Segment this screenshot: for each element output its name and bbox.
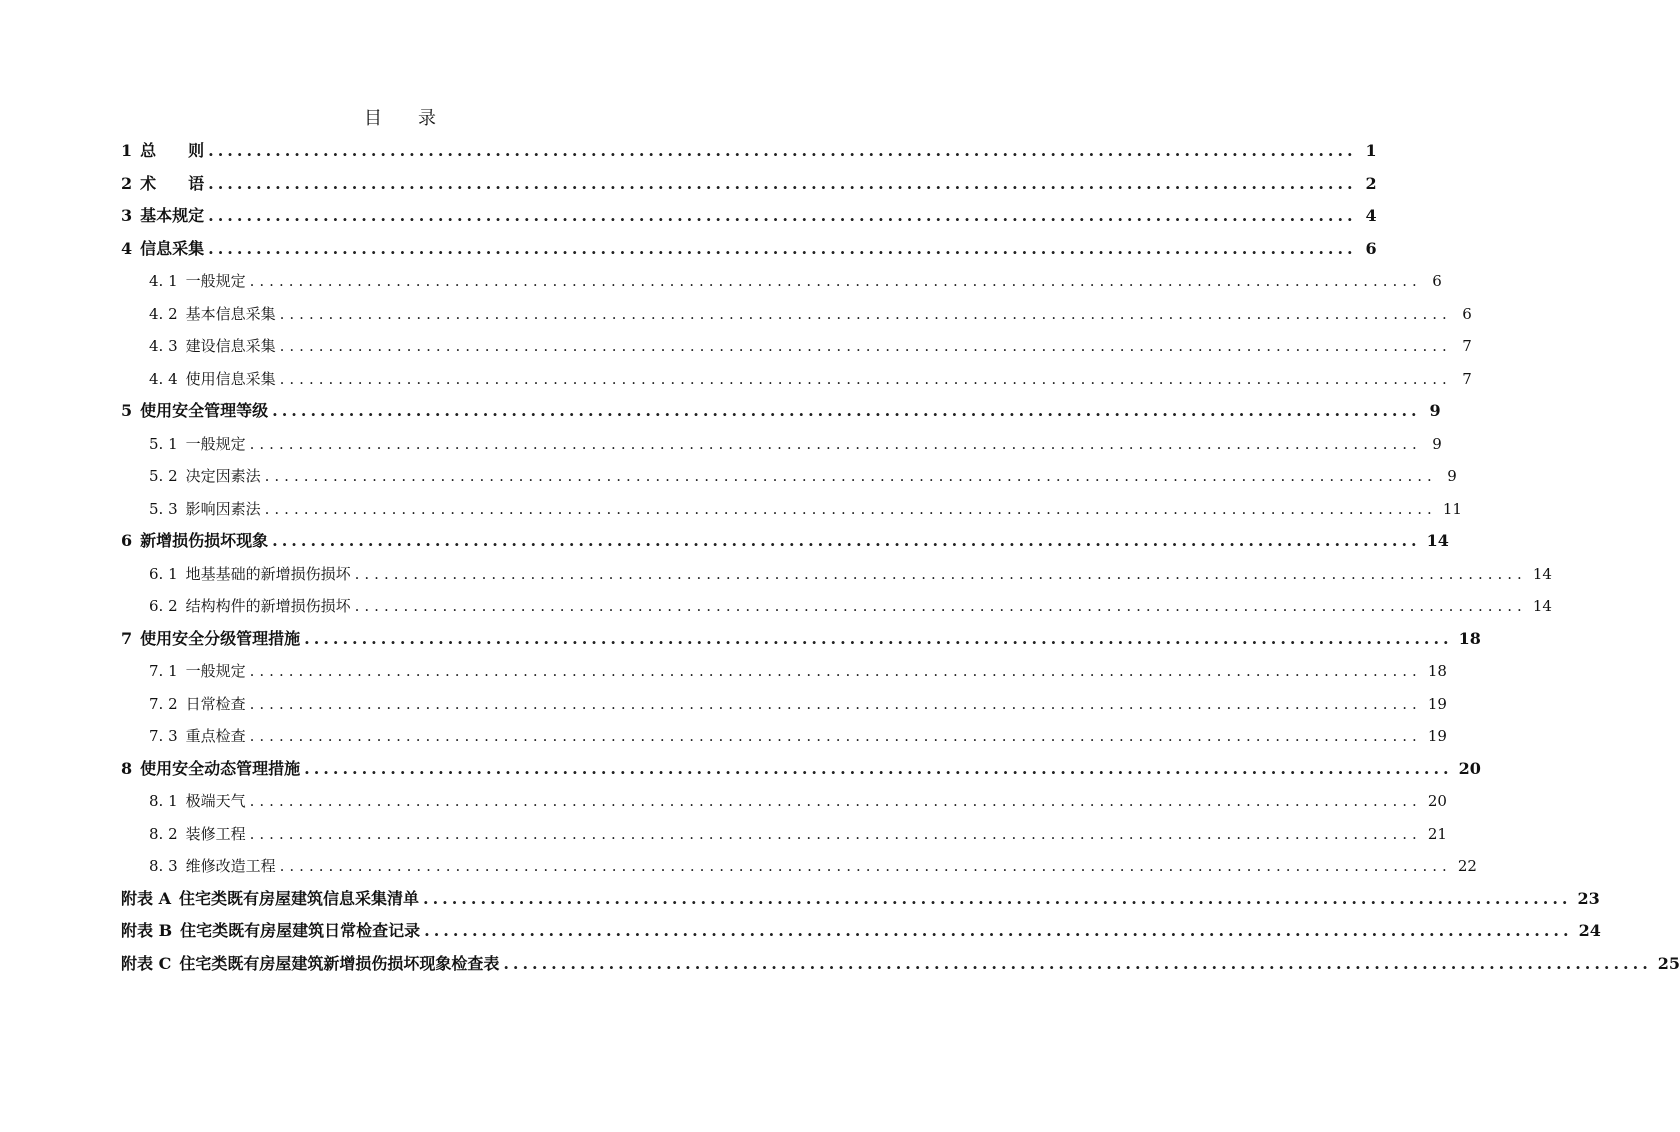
toc-entry-heading xyxy=(149,330,276,363)
toc-entry[interactable] xyxy=(121,785,1447,818)
toc-leader-dots: ........................................................................................................................ xyxy=(424,921,1573,940)
toc-entry-label: 一般规定 xyxy=(185,272,246,290)
toc-entry[interactable] xyxy=(121,460,1457,493)
toc-entry-label: 装修工程 xyxy=(185,824,246,843)
toc-entry-page: 11 xyxy=(1442,499,1462,518)
toc-entry-label: 决定因素法 xyxy=(185,467,261,485)
toc-entry-label: 使用信息采集 xyxy=(185,369,276,388)
toc-entry-page: 7 xyxy=(1462,337,1472,355)
toc-entry-number: 7 xyxy=(121,628,133,648)
toc-entry-page: 9 xyxy=(1429,401,1441,420)
toc-entry-page: 1 xyxy=(1365,141,1377,160)
toc-entry-page: 6 xyxy=(1365,238,1377,258)
toc-entry-heading xyxy=(149,850,276,883)
toc-entry[interactable] xyxy=(121,688,1447,721)
toc-entry-page: 9 xyxy=(1447,467,1457,485)
toc-entry-heading xyxy=(121,948,499,981)
toc-entry[interactable] xyxy=(121,720,1447,753)
toc-entry-heading xyxy=(149,558,351,591)
toc-entry-number: 4. 2 xyxy=(149,304,178,323)
toc-entry-heading xyxy=(149,428,246,461)
toc-entry-page: 25 xyxy=(1657,953,1680,973)
toc-entry[interactable] xyxy=(121,233,1377,266)
toc-leader-dots: ........................................................................................................................ xyxy=(249,727,1422,745)
toc-entry[interactable] xyxy=(121,753,1481,786)
toc-entry-number: 7. 2 xyxy=(149,694,178,713)
toc-entry-page: 9 xyxy=(1432,434,1442,453)
toc-leader-dots: ........................................................................................................................ xyxy=(264,467,1437,485)
toc-leader-dots: ........................................................................................................................ xyxy=(208,238,1357,258)
toc-entry-heading xyxy=(121,623,300,656)
toc-entry-label: 重点检查 xyxy=(185,727,246,745)
toc-entry[interactable] xyxy=(121,850,1477,883)
toc-leader-dots: ........................................................................................................................ xyxy=(249,694,1422,713)
toc-leader-dots: ........................................................................................................................ xyxy=(264,499,1437,518)
toc-entry-number: 3 xyxy=(121,206,133,225)
toc-leader-dots: ........................................................................................................................ xyxy=(249,434,1422,453)
toc-entry[interactable] xyxy=(121,135,1377,168)
toc-leader-dots: ........................................................................................................................ xyxy=(354,564,1527,583)
toc-leader-dots: ........................................................................................................................ xyxy=(272,531,1421,550)
toc-entry-heading xyxy=(149,655,246,688)
toc-entry-number: 4 xyxy=(121,238,133,258)
toc-entry[interactable] xyxy=(121,200,1377,233)
toc-entry-number: 2 xyxy=(121,173,133,193)
toc-entry-heading xyxy=(149,720,246,753)
toc-entry-label: 极端天气 xyxy=(185,792,246,810)
toc-entry-heading xyxy=(121,200,204,233)
toc-entry-label: 一般规定 xyxy=(185,662,246,680)
toc-entry[interactable] xyxy=(121,915,1601,948)
toc-entry-heading xyxy=(149,460,261,493)
toc-entry-number: 1 xyxy=(121,141,133,160)
toc-entry-heading xyxy=(121,233,204,266)
toc-entry-number: 8. 3 xyxy=(149,857,178,875)
toc-entry-heading xyxy=(149,688,246,721)
toc-entry-number: 8. 2 xyxy=(149,824,178,843)
toc-entry-label: 使用安全动态管理措施 xyxy=(140,758,301,778)
toc-entry-heading xyxy=(149,818,246,851)
toc-entry-page: 21 xyxy=(1427,824,1447,843)
toc-entry[interactable] xyxy=(121,655,1447,688)
toc-entry-page: 20 xyxy=(1458,758,1481,778)
toc-entry-number: 4. 4 xyxy=(149,369,178,388)
toc-title: 目 录 xyxy=(364,108,436,129)
toc-leader-dots: ........................................................................................................................ xyxy=(249,824,1422,843)
toc-entry-page: 22 xyxy=(1457,857,1477,875)
toc-entry-label: 使用安全分级管理措施 xyxy=(140,628,301,648)
toc-entry-page: 14 xyxy=(1426,531,1449,550)
toc-entry-page: 23 xyxy=(1577,888,1600,908)
toc-entry-number: 6. 1 xyxy=(149,564,178,583)
toc-entry-label: 使用安全管理等级 xyxy=(140,401,269,420)
toc-entry[interactable] xyxy=(121,525,1449,558)
toc-entry-number: 4. 1 xyxy=(149,272,178,290)
toc-entry-number: 附表 B xyxy=(121,921,173,940)
toc-entry-page: 19 xyxy=(1427,727,1447,745)
toc-entry-label: 基本规定 xyxy=(140,206,205,225)
toc-entry[interactable] xyxy=(121,818,1447,851)
toc-entry-heading xyxy=(149,363,276,396)
toc-entry-label: 住宅类既有房屋建筑日常检查记录 xyxy=(180,921,421,940)
toc-entry-number: 5. 2 xyxy=(149,467,178,485)
toc-entry-heading xyxy=(149,298,276,331)
toc-entry[interactable] xyxy=(121,558,1552,591)
toc-entry[interactable] xyxy=(121,493,1462,526)
toc-entry-label: 基本信息采集 xyxy=(185,304,276,323)
toc-entry-page: 18 xyxy=(1458,628,1481,648)
toc-entry-label: 影响因素法 xyxy=(185,499,261,518)
toc-entry-page: 14 xyxy=(1532,597,1552,615)
toc-entry[interactable] xyxy=(121,590,1552,623)
toc-entry-heading xyxy=(121,135,204,168)
toc-entry[interactable] xyxy=(121,363,1472,396)
toc-entry-heading xyxy=(121,915,420,948)
toc-entry-page: 18 xyxy=(1427,662,1447,680)
toc-entry[interactable] xyxy=(121,395,1441,428)
toc-leader-dots: ........................................................................................................................ xyxy=(423,888,1572,908)
toc-entry-number: 5. 3 xyxy=(149,499,178,518)
toc-entry-label: 术 语 xyxy=(140,173,205,193)
toc-leader-dots: ........................................................................................................................ xyxy=(304,628,1453,648)
toc-entry-number: 7. 3 xyxy=(149,727,178,745)
toc-leader-dots: ........................................................................................................................ xyxy=(279,337,1452,355)
toc-entry-page: 4 xyxy=(1365,206,1377,225)
toc-leader-dots: ........................................................................................................................ xyxy=(272,401,1421,420)
toc-entry-number: 8 xyxy=(121,758,133,778)
toc-entry-heading xyxy=(121,168,204,201)
toc-entry[interactable] xyxy=(121,330,1472,363)
toc-entry-heading xyxy=(121,395,268,428)
toc-leader-dots: ........................................................................................................................ xyxy=(249,662,1422,680)
toc-entry-page: 6 xyxy=(1462,304,1472,323)
toc-entry-number: 5. 1 xyxy=(149,434,178,453)
toc-entry-heading xyxy=(121,883,419,916)
toc-entry-label: 日常检查 xyxy=(185,694,246,713)
toc-entry-label: 总 则 xyxy=(140,141,205,160)
toc-entry-label: 结构构件的新增损伤损坏 xyxy=(185,597,351,615)
toc-entry-heading xyxy=(149,590,351,623)
toc-leader-dots: ........................................................................................................................ xyxy=(208,206,1357,225)
toc-leader-dots: ........................................................................................................................ xyxy=(354,597,1527,615)
toc-entry-number: 5 xyxy=(121,401,133,420)
toc-entry[interactable] xyxy=(121,948,1680,981)
toc-entry[interactable] xyxy=(121,883,1600,916)
toc-entry-number: 8. 1 xyxy=(149,792,178,810)
toc-entry[interactable] xyxy=(121,428,1442,461)
toc-entry-heading xyxy=(149,785,246,818)
toc-leader-dots: ........................................................................................................................ xyxy=(249,272,1422,290)
toc-entry-number: 4. 3 xyxy=(149,337,178,355)
toc-entry-number: 6. 2 xyxy=(149,597,178,615)
toc-entry-number: 附表 A xyxy=(121,888,171,908)
toc-leader-dots: ........................................................................................................................ xyxy=(279,369,1452,388)
toc-leader-dots: ........................................................................................................................ xyxy=(503,953,1652,973)
toc-entry-heading xyxy=(149,493,261,526)
toc-entry-number: 7. 1 xyxy=(149,662,178,680)
toc-entry-number: 附表 C xyxy=(121,953,172,973)
toc-entry[interactable] xyxy=(121,265,1442,298)
toc-entry[interactable] xyxy=(121,168,1377,201)
toc-entry-page: 19 xyxy=(1427,694,1447,713)
toc-entry-label: 信息采集 xyxy=(140,238,205,258)
toc-leader-dots: ........................................................................................................................ xyxy=(279,857,1452,875)
toc-entry[interactable] xyxy=(121,298,1472,331)
toc-entry-label: 地基基础的新增损伤损坏 xyxy=(185,564,351,583)
toc-entry-label: 住宅类既有房屋建筑新增损伤损坏现象检查表 xyxy=(179,953,500,973)
toc-entry-page: 14 xyxy=(1532,564,1552,583)
toc-entry-label: 一般规定 xyxy=(185,434,246,453)
toc-entry-label: 住宅类既有房屋建筑信息采集清单 xyxy=(179,888,420,908)
toc-entry-label: 维修改造工程 xyxy=(185,857,276,875)
toc-entry-page: 20 xyxy=(1427,792,1447,810)
toc-leader-dots: ........................................................................................................................ xyxy=(208,141,1357,160)
toc-entry-page: 6 xyxy=(1432,272,1442,290)
toc-entry-heading xyxy=(121,753,300,786)
toc-leader-dots: ........................................................................................................................ xyxy=(249,792,1422,810)
toc-leader-dots: ........................................................................................................................ xyxy=(279,304,1452,323)
toc-entry-label: 建设信息采集 xyxy=(185,337,276,355)
toc-entry-heading xyxy=(121,525,268,558)
toc-entry[interactable] xyxy=(121,623,1481,656)
toc-entry-page: 2 xyxy=(1365,173,1377,193)
toc-entry-page: 24 xyxy=(1578,921,1601,940)
toc-entry-label: 新增损伤损坏现象 xyxy=(140,531,269,550)
toc-leader-dots: ........................................................................................................................ xyxy=(304,758,1453,778)
toc-leader-dots: ........................................................................................................................ xyxy=(208,173,1357,193)
toc-list xyxy=(121,135,1680,980)
toc-entry-number: 6 xyxy=(121,531,133,550)
toc-entry-heading xyxy=(149,265,246,298)
toc-entry-page: 7 xyxy=(1462,369,1472,388)
